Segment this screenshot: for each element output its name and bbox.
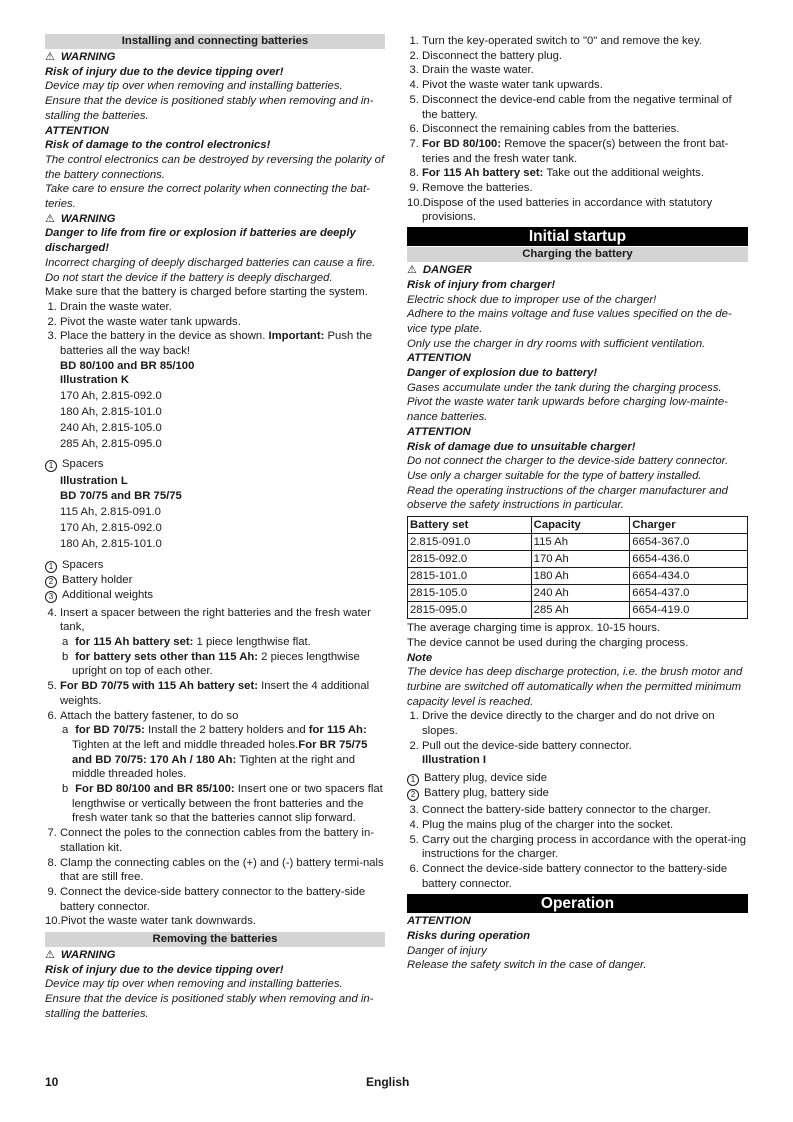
legend-number: 2 xyxy=(407,789,419,801)
table-cell: 285 Ah xyxy=(531,602,630,619)
step-5 xyxy=(60,679,385,708)
remove-step-8-text: Take out the additional weights. xyxy=(546,167,704,180)
step-6a-text: Install the 2 battery holders and xyxy=(147,724,306,737)
battery-list-item: 180 Ah, 2.815-101.0 xyxy=(60,406,162,419)
table-cell: 2815-105.0 xyxy=(408,585,532,602)
attention-label: ATTENTION xyxy=(407,425,471,438)
table-header: Capacity xyxy=(531,517,630,534)
remove-step-7 xyxy=(422,137,748,166)
table-cell: 115 Ah xyxy=(531,534,630,551)
step-3-important: Important: xyxy=(268,330,325,343)
attention-text: Gases accumulate under the tank during the charging process. xyxy=(407,381,722,394)
warning-text: Incorrect charging of deeply discharged batteries can cause a fire. xyxy=(45,256,376,269)
battery-charger-table xyxy=(407,516,748,619)
legend-item xyxy=(45,573,385,588)
attention-heading: Risk of damage due to unsuitable charger! xyxy=(407,440,636,453)
step-6a-bold-3: For BR 75/75 and BD 70/75: 170 Ah / 180 Ah: xyxy=(72,738,368,766)
table-header: Charger xyxy=(630,517,748,534)
table-row xyxy=(408,585,748,602)
step-3-text: Place the battery in the device as shown. xyxy=(60,330,266,343)
attention-heading: Danger of explosion due to battery! xyxy=(407,367,598,380)
remove-step: 6. Disconnect the remaining cables from the batteries. xyxy=(422,122,748,137)
illustration-l-models: BD 70/75 and BR 75/75 xyxy=(60,489,182,502)
step-10-text: Pivot the waste water tank downwards. xyxy=(60,915,256,928)
charging-step-2 xyxy=(422,739,748,768)
charging-step-3: 3. Connect the battery-side battery connector to the charger. xyxy=(422,803,748,818)
remove-step-10 xyxy=(407,196,748,225)
step-4a: a for 115 Ah battery set: 1 piece lengthwise flat. xyxy=(62,635,311,648)
chapter-title-operation: Operation xyxy=(407,894,748,913)
attention-text: Take care to ensure the correct polarity when connecting the bat-teries. xyxy=(45,183,370,211)
legend-text: Spacers xyxy=(62,458,104,471)
section-title-removing: Removing the batteries xyxy=(45,932,385,947)
chapter-title-initial-startup: Initial startup xyxy=(407,227,748,246)
table-cell: 2.815-091.0 xyxy=(408,534,532,551)
warning-text: Do not start the device if the battery is deeply discharged. xyxy=(45,271,333,284)
note-text: The device has deep discharge protection, i.e. the brush motor and turbine are switched off automatically when the permitted minimum capacity level is reached. xyxy=(407,666,743,708)
attention-label: ATTENTION xyxy=(45,124,109,137)
step-6b-text: Insert one or two spacers flat lengthwise or vertically between the front batteries and the fresh water tank so that the batteries cannot slip forward. xyxy=(72,783,383,825)
table-cell: 240 Ah xyxy=(531,585,630,602)
remove-step: 5. Disconnect the device-end cable from the negative terminal of the battery. xyxy=(422,93,748,122)
warning-label: ⚠ WARNING xyxy=(45,212,385,227)
legend-list xyxy=(407,771,748,801)
remove-step: 4. Pivot the waste water tank upwards. xyxy=(422,78,748,93)
charging-step-1: 1. Drive the device directly to the charger and do not drive on slopes. xyxy=(422,709,748,738)
battery-list-item: 285 Ah, 2.815-095.0 xyxy=(60,438,162,451)
attention-text: Pivot the waste water tank upwards before charging low-mainte-nance batteries. xyxy=(407,396,728,424)
step-5-text: Insert the 4 additional weights. xyxy=(60,680,370,707)
step-4 xyxy=(60,606,385,680)
legend-item xyxy=(407,786,748,801)
warning-heading: Danger to life from fire or explosion if batteries are deeply discharged! xyxy=(45,227,356,255)
attention-label: ATTENTION xyxy=(407,352,471,365)
left-column xyxy=(45,34,385,1022)
legend-number: 1 xyxy=(45,561,57,573)
charging-usage-text: The device cannot be used during the charging process. xyxy=(407,636,689,649)
page-number: 10 xyxy=(45,1075,59,1089)
charging-step-2-text: Pull out the device-side battery connector. xyxy=(422,739,632,752)
illustration-l-label: Illustration L xyxy=(60,475,128,488)
warning-text: Ensure that the device is positioned stably when removing and in-stalling the batteries. xyxy=(45,993,374,1020)
danger-text: Electric shock due to improper use of the charger! xyxy=(407,293,657,306)
warning-label: ⚠ WARNING xyxy=(45,948,385,963)
warning-text: Device may tip over when removing and installing batteries. xyxy=(45,978,343,991)
step-9: 9. Connect the device-side battery connector to the battery-side battery connector. xyxy=(60,885,385,914)
danger-text: Adhere to the mains voltage and fuse values specified on the de-vice type plate. xyxy=(407,308,732,335)
charging-step-5: 5. Carry out the charging process in accordance with the operat-ing instructions for the charger. xyxy=(422,833,748,862)
legend-item xyxy=(45,558,385,573)
attention-text: The control electronics can be destroyed by reversing the polarity of the battery connections. xyxy=(45,153,385,181)
table-cell: 170 Ah xyxy=(531,551,630,568)
table-row xyxy=(408,568,748,585)
legend-text: Battery holder xyxy=(62,573,133,586)
table-cell: 180 Ah xyxy=(531,568,630,585)
warning-text: Device may tip over when removing and installing batteries. xyxy=(45,80,343,93)
step-6a: a for BD 70/75: Install the 2 battery holders and for 115 Ah: Tighten at the left and middle threaded holes.For BR 75/75 and BD 70/75: 170 Ah / 180 Ah: Tighten at the right and middle threaded holes. xyxy=(62,724,368,781)
step-8: 8. Clamp the connecting cables on the (+) and (-) battery termi-nals that are still free. xyxy=(60,856,385,885)
step-6b-bold: For BD 80/100 and BR 85/100: xyxy=(75,783,235,796)
intro-text: Make sure that the battery is charged before starting the system. xyxy=(45,286,368,299)
warning-heading: Risk of injury due to the device tipping over! xyxy=(45,65,284,78)
legend-text: Spacers xyxy=(62,558,104,571)
step-4b: b for battery sets other than 115 Ah: 2 pieces lengthwise upright on top of each other. xyxy=(62,650,360,678)
table-cell: 2815-095.0 xyxy=(408,602,532,619)
illustration-k-label: Illustration K xyxy=(60,374,130,387)
remove-step-8-bold: For 115 Ah battery set: xyxy=(422,167,544,180)
step-2: 2. Pivot the waste water tank upwards. xyxy=(60,315,385,330)
battery-list-item: 115 Ah, 2.815-091.0 xyxy=(60,505,161,518)
danger-label: ⚠ DANGER xyxy=(407,263,748,278)
remove-step-7-bold: For BD 80/100: xyxy=(422,137,502,150)
step-4b-bold: for battery sets other than 115 Ah: xyxy=(75,650,259,663)
table-row xyxy=(408,534,748,551)
charging-steps-continued xyxy=(407,803,748,891)
battery-list-item: 170 Ah, 2.815-092.0 xyxy=(60,521,162,534)
step-3 xyxy=(60,329,385,452)
step-6-text: Attach the battery fastener, to do so xyxy=(60,709,239,722)
section-title-charging: Charging the battery xyxy=(407,247,748,262)
table-cell: 6654-436.0 xyxy=(630,551,748,568)
table-cell: 6654-419.0 xyxy=(630,602,748,619)
step-4a-text: 1 piece lengthwise flat. xyxy=(196,635,311,648)
legend-text: Battery plug, battery side xyxy=(424,787,549,800)
step-7: 7. Connect the poles to the connection cables from the battery in-stallation kit. xyxy=(60,826,385,855)
right-column xyxy=(407,34,748,973)
remove-step-10-text: Dispose of the used batteries in accordance with statutory provisions. xyxy=(422,196,713,224)
illustration-i-label: Illustration I xyxy=(422,754,487,767)
legend-number: 3 xyxy=(45,591,57,603)
battery-list-item: 240 Ah, 2.815-105.0 xyxy=(60,422,162,435)
attention-heading: Risks during operation xyxy=(407,930,531,943)
legend-number: 2 xyxy=(45,576,57,588)
charging-step-6: 6. Connect the device-side battery connector to the battery-side battery connector. xyxy=(422,862,748,891)
warning-heading: Risk of injury due to the device tipping over! xyxy=(45,963,284,976)
install-steps-continued xyxy=(45,606,385,929)
charging-steps xyxy=(407,709,748,768)
battery-list-item: 180 Ah, 2.815-101.0 xyxy=(60,537,162,550)
danger-text: Only use the charger in dry rooms with sufficient ventilation. xyxy=(407,337,706,350)
legend-text: Battery plug, device side xyxy=(424,772,548,785)
attention-text: Use only a charger suitable for the type of battery installed. xyxy=(407,469,702,482)
remove-step-9: 9. Remove the batteries. xyxy=(422,181,748,196)
warning-text: Ensure that the device is positioned stably when removing and in-stalling the batteries. xyxy=(45,95,374,122)
table-header: Battery set xyxy=(408,517,532,534)
legend-item xyxy=(45,588,385,603)
attention-heading: Risk of damage to the control electronics! xyxy=(45,139,271,152)
step-3-text-2: Push the batteries all the way back! xyxy=(60,330,373,358)
table-cell: 2815-092.0 xyxy=(408,551,532,568)
table-cell: 6654-367.0 xyxy=(630,534,748,551)
section-title-installing: Installing and connecting batteries xyxy=(45,34,385,49)
legend-list xyxy=(45,558,385,603)
note-label: Note xyxy=(407,651,433,664)
remove-step-10-number: 10. xyxy=(407,196,423,209)
step-4b-text: 2 pieces lengthwise upright on top of each other. xyxy=(72,650,360,678)
legend-number: 1 xyxy=(407,774,419,786)
remove-step: 1. Turn the key-operated switch to "0" and remove the key. xyxy=(422,34,748,49)
danger-heading: Risk of injury from charger! xyxy=(407,278,556,291)
remove-step: 2. Disconnect the battery plug. xyxy=(422,49,748,64)
table-row xyxy=(408,551,748,568)
remove-step-7-text: Remove the spacer(s) between the front bat-teries and the fresh water tank. xyxy=(422,137,729,165)
illustration-k-models: BD 80/100 and BR 85/100 xyxy=(60,359,195,372)
step-6b: b For BD 80/100 and BR 85/100: Insert one or two spacers flat lengthwise or vertically between the front batteries and the fresh water tank so that the batteries cannot slip forward. xyxy=(62,783,383,825)
step-6 xyxy=(60,709,385,827)
install-steps xyxy=(45,300,385,452)
step-6a-text-2: Tighten at the left and middle threaded holes. xyxy=(72,738,299,751)
legend-item xyxy=(45,457,385,472)
warning-label: ⚠ WARNING xyxy=(45,50,385,65)
attention-text: Danger of injury xyxy=(407,944,487,957)
charging-step-4: 4. Plug the mains plug of the charger into the socket. xyxy=(422,818,748,833)
step-10-number: 10. xyxy=(45,915,61,928)
step-6a-bold-2: for 115 Ah: xyxy=(308,724,367,737)
step-1: 1. Drain the waste water. xyxy=(60,300,385,315)
remove-step: 3. Drain the waste water. xyxy=(422,63,748,78)
step-10 xyxy=(45,914,385,929)
legend-number: 1 xyxy=(45,460,57,472)
table-cell: 6654-437.0 xyxy=(630,585,748,602)
step-5-bold: For BD 70/75 with 115 Ah battery set: xyxy=(60,680,258,693)
battery-list-item: 170 Ah, 2.815-092.0 xyxy=(60,390,162,403)
table-row xyxy=(408,602,748,619)
table-cell: 6654-434.0 xyxy=(630,568,748,585)
table-cell: 2815-101.0 xyxy=(408,568,532,585)
attention-text: Release the safety switch in the case of danger. xyxy=(407,959,647,972)
illustration-l-block xyxy=(45,474,385,551)
remove-steps xyxy=(407,34,748,225)
charging-time-text: The average charging time is approx. 10-15 hours. xyxy=(407,622,661,635)
step-6a-text-3: Tighten at the right and middle threaded holes. xyxy=(72,753,355,781)
table-header-row xyxy=(408,517,748,534)
attention-label: ATTENTION xyxy=(407,915,471,928)
remove-step-8 xyxy=(422,166,748,181)
legend-text: Additional weights xyxy=(62,588,154,601)
attention-text: Do not connect the charger to the device-side battery connector. xyxy=(407,455,729,468)
legend-item xyxy=(407,771,748,786)
step-4-text: Insert a spacer between the right batteries and the fresh water tank, xyxy=(60,606,371,634)
footer-language: English xyxy=(366,1075,410,1089)
step-6a-bold: for BD 70/75: xyxy=(75,724,145,737)
step-4a-bold: for 115 Ah battery set: xyxy=(75,635,194,648)
attention-text: Read the operating instructions of the charger manufacturer and observe the safety instructions in particular. xyxy=(407,484,728,512)
